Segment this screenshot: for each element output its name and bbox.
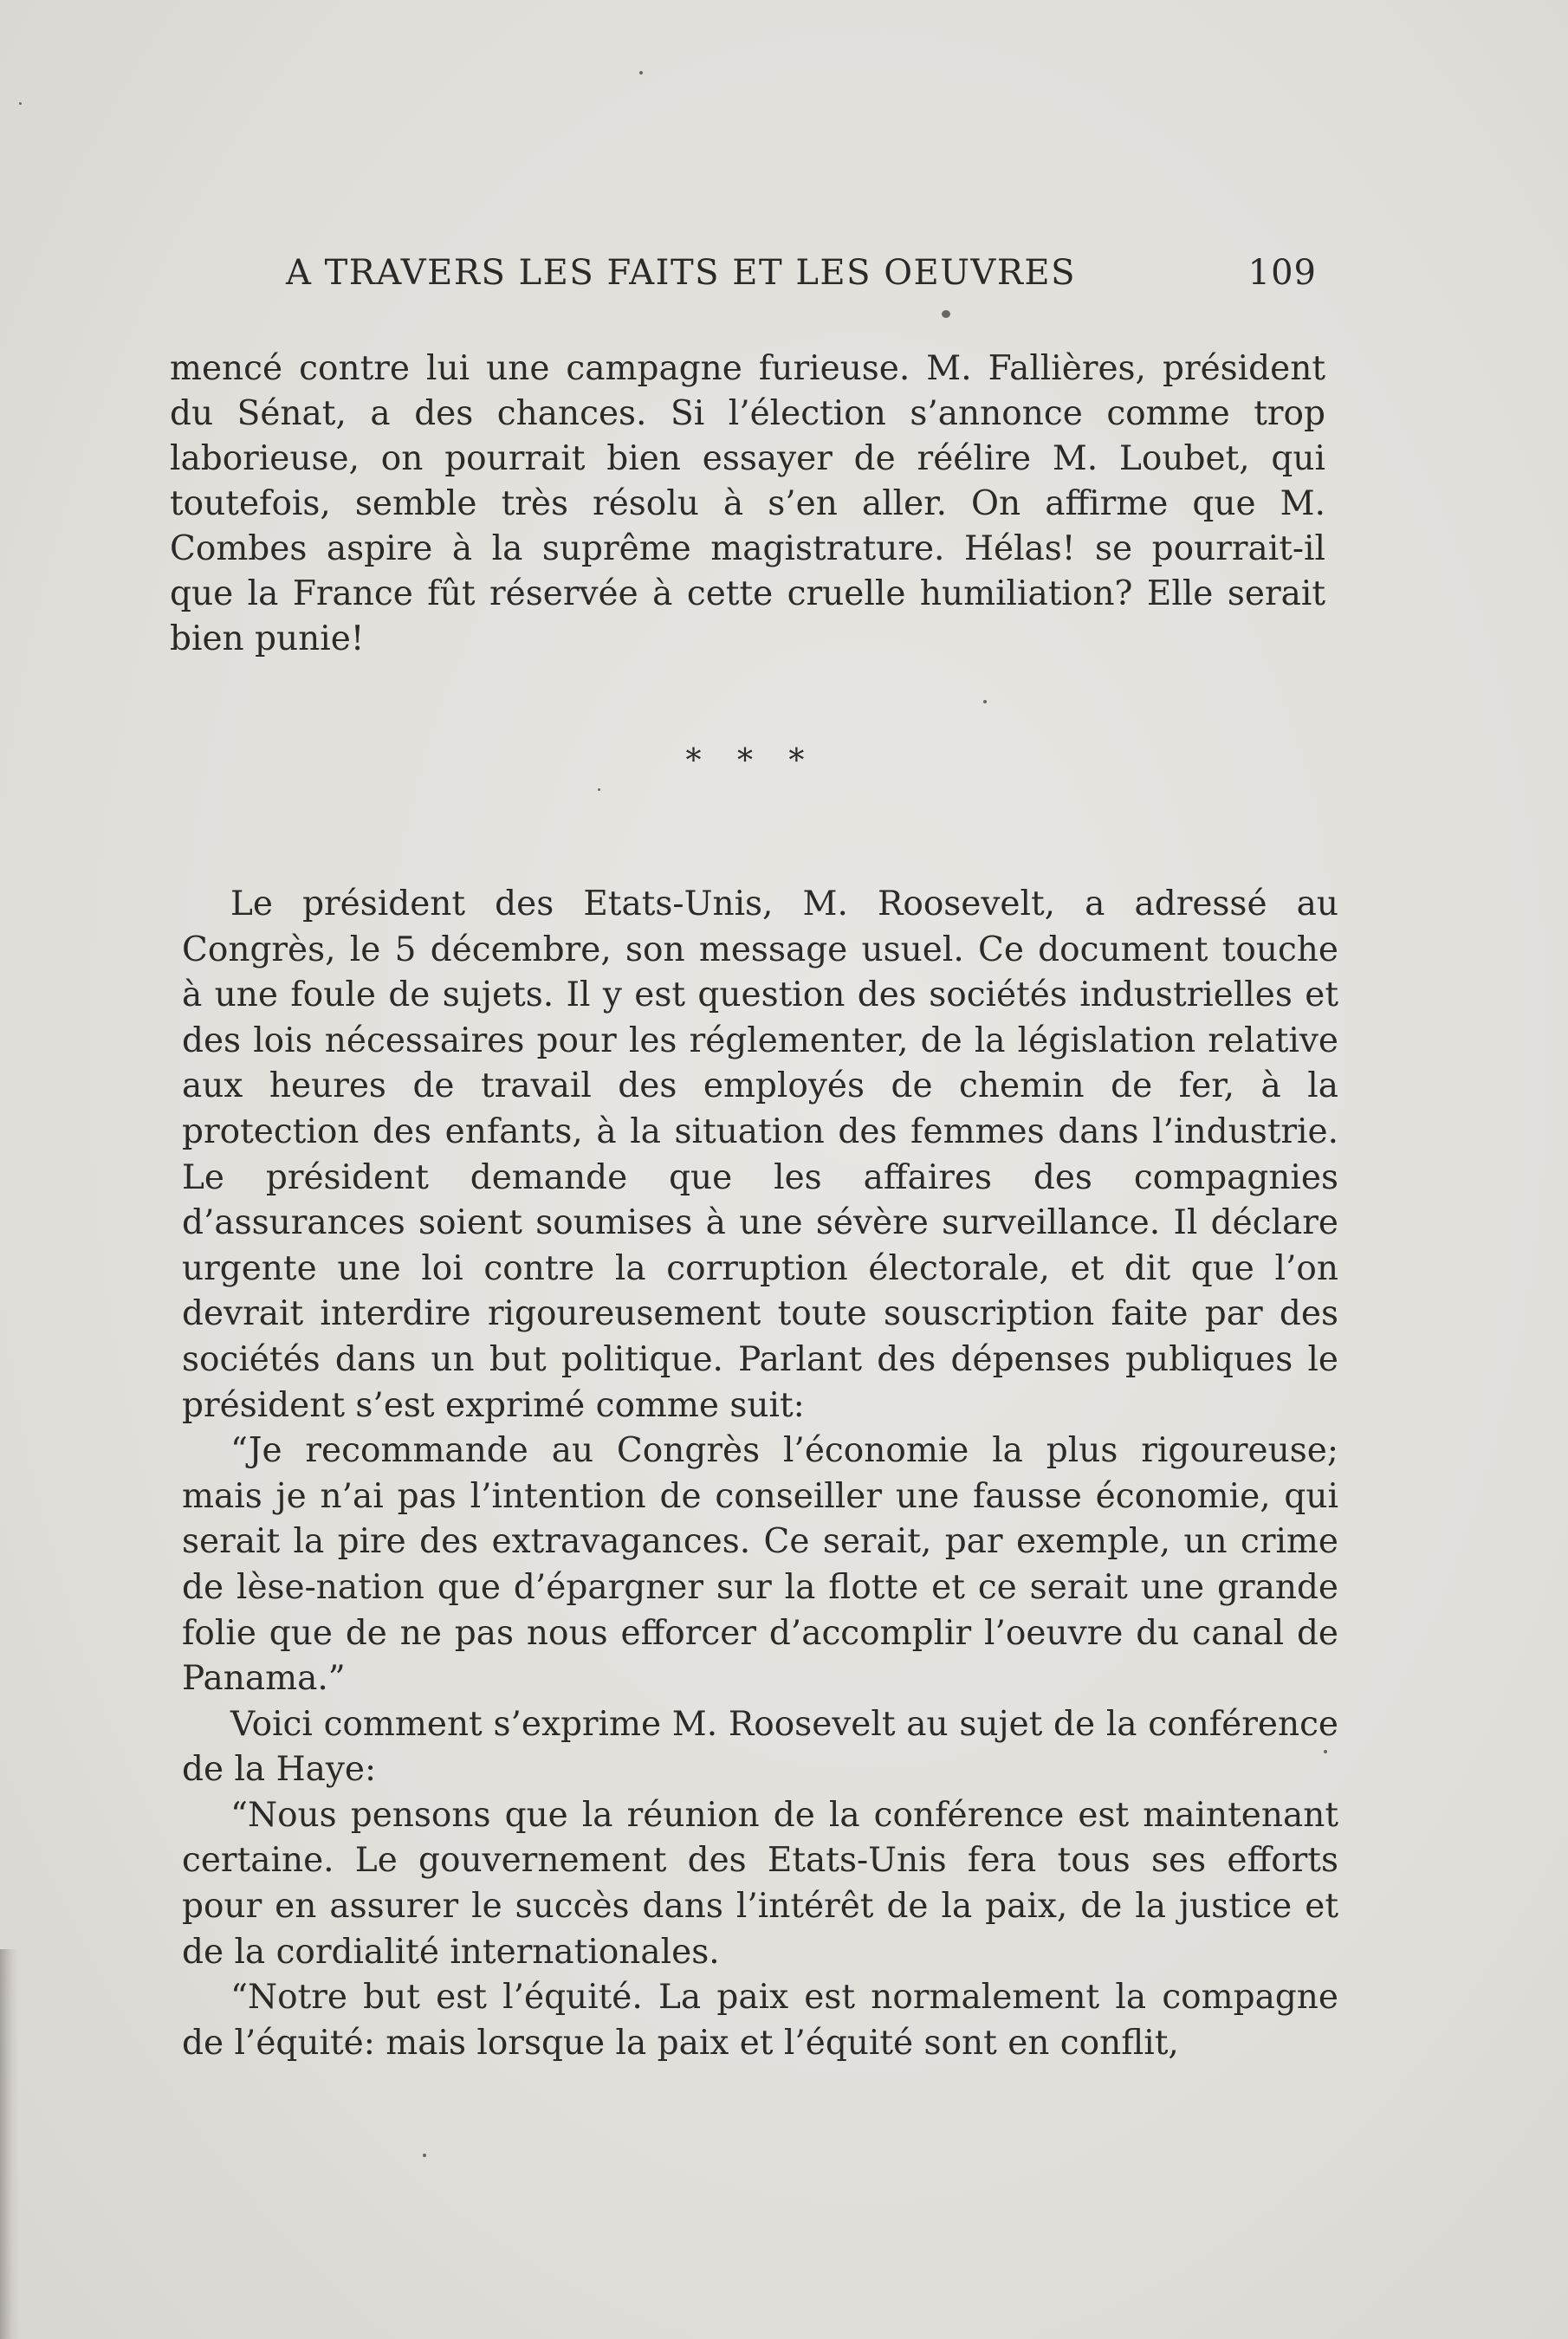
quote-economy: “Je recommande au Congrès l’économie la plus rigoureuse; mais je n’ai pas l’intention de conseiller une fausse économie, qui serait la pire des extravagances. Ce serait, par exemple, un crime de lèse-nation que d’épargner sur la flotte et ce serait une grande folie que de ne pas nous efforcer d’accomplir l’oeuvre du canal de Panama.” [182, 1431, 1338, 1699]
binding-shadow [0, 1949, 19, 2339]
section-separator: * * * [685, 743, 805, 779]
paper-speck [639, 71, 643, 75]
paper-speck [598, 788, 600, 791]
body-text [182, 882, 1338, 2066]
paper-speck [983, 700, 987, 703]
quote-equity: “Notre but est l’équité. La paix est normalement la compagne de l’équité: mais lorsque la paix et l’équité sont en conflit, [182, 1978, 1338, 2063]
quote-hague-conference: “Nous pensons que la réunion de la conférence est maintenant certaine. Le gouvernement des Etats-Unis fera tous ses efforts pour en assurer le succès dans l’intérêt de la paix, de la justice et de la cordialité internationales. [182, 1795, 1338, 1972]
paper-speck [423, 2154, 426, 2157]
paragraph-roosevelt-message: Le président des Etats-Unis, M. Roosevelt, a adressé au Congrès, le 5 décembre, son message usuel. Ce document touche à une foule de sujets. Il y est question des sociétés industrielles et des lois nécessaires pour les réglementer, de la législation relative aux heures de travail des employés de chemin de fer, à la protection des enfants, à la situation des femmes dans l’industrie. Le président demande que les affaires des compagnies d’assurances soient soumises à une sévère surveillance. Il déclare urgente une loi contre la corruption électorale, et dit que l’on devrait interdire rigoureusement toute souscription faite par des sociétés dans un but politique. Parlant des dépenses publiques le président s’est exprimé comme suit: [182, 884, 1338, 1425]
running-header [286, 253, 1317, 301]
running-title: A TRAVERS LES FAITS ET LES OEUVRES [286, 253, 1077, 293]
page-number: 109 [1247, 253, 1317, 293]
paper-speck [19, 102, 22, 105]
paper-speck [942, 310, 950, 318]
paragraph-hague-intro: Voici comment s’exprime M. Roosevelt au sujet de la conférence de la Haye: [182, 1704, 1338, 1790]
opening-paragraph: mencé contre lui une campagne furieuse. M. Fallières, président du Sénat, a des chances. Si l’élection s’annonce comme trop laborieuse, on pourrait bien essayer de réélire M. Loubet, qui toutefois, semble très résolu à s’en aller. On affirme que M. Combes aspire à la suprême magistrature. Hélas! se pourrait-il que la France fût réservée à cette cruelle humiliation? Elle serait bien punie! [170, 349, 1325, 658]
